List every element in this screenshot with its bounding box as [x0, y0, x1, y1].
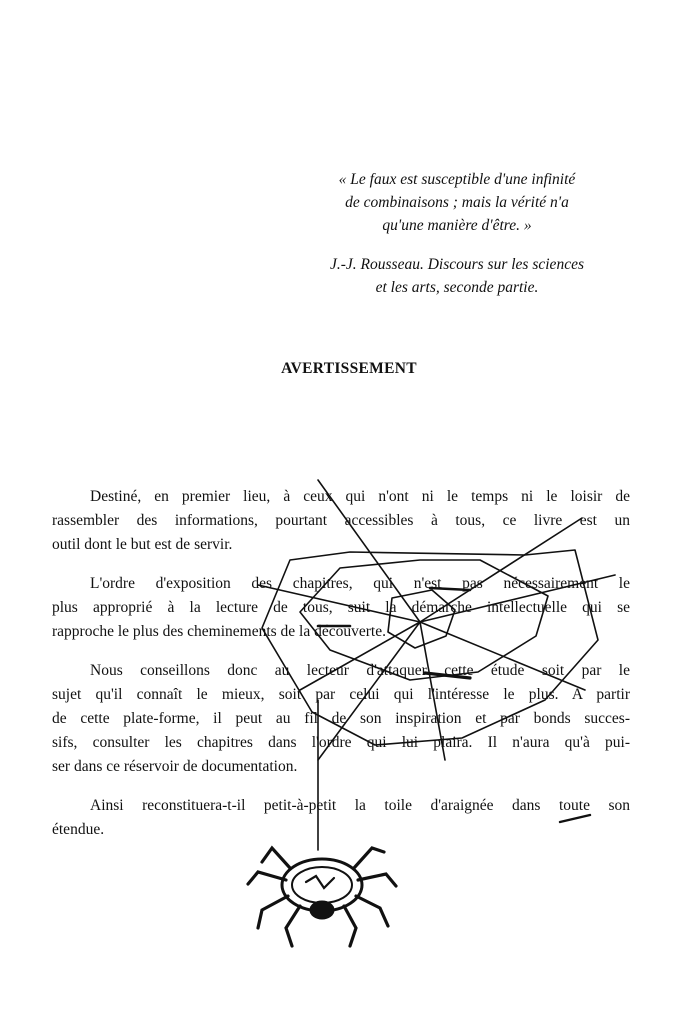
text-line: ser dans ce réservoir de documentation.	[52, 758, 298, 775]
paragraph	[52, 794, 630, 842]
text-line: de cette plate-forme, il peut au fil de son inspiration et par bonds succes-	[52, 710, 630, 727]
text-line: outil dont le but est de servir.	[52, 536, 233, 553]
epigraph-line: « Le faux est susceptible d'une infinité	[338, 171, 576, 188]
paragraph	[52, 659, 630, 779]
section-heading: AVERTISSEMENT	[281, 360, 417, 377]
epigraph-attribution	[262, 253, 652, 299]
text-line: Destiné, en premier lieu, à ceux qui n'ont ni le temps ni le loisir de	[90, 488, 630, 505]
text-line: Nous conseillons donc au lecteur d'attaquer cette étude soit par le	[90, 662, 630, 679]
text-line: L'ordre d'exposition des chapitres, qui n'est pas nécessairement le	[90, 575, 630, 592]
spider-icon	[248, 848, 396, 946]
epigraph-line: qu'une manière d'être. »	[382, 217, 532, 234]
text-line: étendue.	[52, 821, 105, 838]
epigraph-line: de combinaisons ; mais la vérité n'a	[345, 194, 569, 211]
attribution-line: J.-J. Rousseau. Discours sur les sciences	[330, 256, 584, 273]
epigraph-quote	[262, 168, 652, 237]
paragraph	[52, 572, 630, 644]
text-line: rapproche le plus des cheminements de la découverte.	[52, 623, 386, 640]
attribution-line: et les arts, seconde partie.	[375, 279, 539, 296]
text-line: sujet qu'il connaît le mieux, soit par celui qui l'intéresse le plus. A partir	[52, 686, 630, 703]
body-text	[52, 485, 630, 857]
text-line: rassembler des informations, pourtant accessibles à tous, ce livre est un	[52, 512, 630, 529]
text-line: sifs, consulter les chapitres dans l'ordre qui lui plaira. Il n'aura qu'à pui-	[52, 734, 630, 751]
text-line: plus approprié à la lecture de tous, suit la démarche intellectuelle qui se	[52, 599, 630, 616]
paragraph	[52, 485, 630, 557]
text-line: Ainsi reconstituera-t-il petit-à-petit la toile d'araignée dans toute son	[90, 797, 630, 814]
